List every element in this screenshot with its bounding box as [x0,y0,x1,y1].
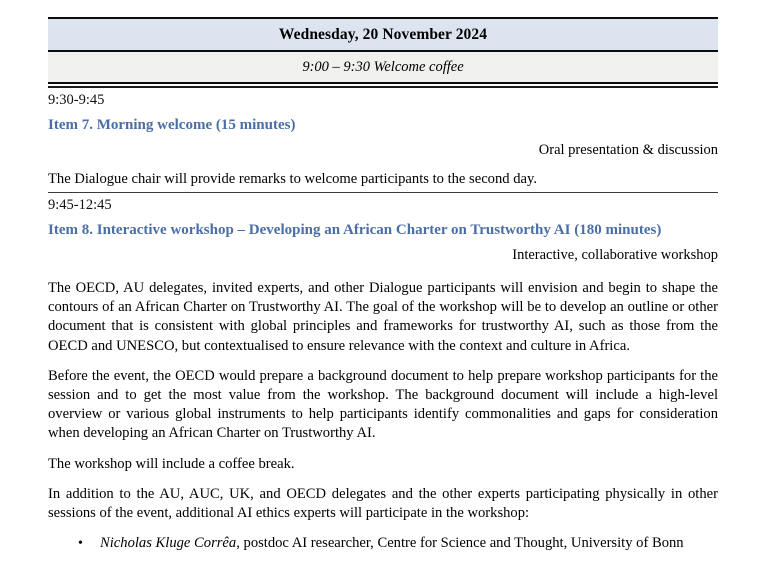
session-block-item7 [48,86,718,189]
expert-name: Nicholas Kluge Corrêa [100,535,237,552]
list-item [78,534,718,553]
table-row-coffee [48,51,718,83]
session-paragraph-item7-1: The Dialogue chair will provide remarks to welcome participants to the second day. [48,171,537,187]
session-format-item8: Interactive, collaborative workshop [512,247,718,263]
spacer [48,161,718,170]
expert-affiliation: , postdoc AI researcher, Centre for Science and Thought, University of Bonn [236,535,684,552]
day-date-heading: Wednesday, 20 November 2024 [48,18,718,51]
session-paragraph-item8-2: Before the event, the OECD would prepare a background document to help prepare workshop participants for the session and to get the most value from the workshop. The background document will include a high-level overview or various global instruments to help participants identify commonalities and gaps for consideration when developing an African Charter on Trustworthy AI. [48,367,718,442]
spacer [48,266,718,279]
session-time-item7: 9:30-9:45 [48,92,105,108]
session-time-item8: 9:45-12:45 [48,197,112,213]
welcome-coffee-row: 9:00 – 9:30 Welcome coffee [48,51,718,83]
day-header-table [48,17,718,84]
bullet-icon: • [78,536,83,552]
session-paragraph-item8-1: The OECD, AU delegates, invited experts, and other Dialogue participants will envision and begin to shape the contours of an African Charter on Trustworthy AI. The goal of the workshop will be to develop an outline or other document that is consistent with global principles and frameworks for trustworthy AI, such as those from the OECD and UNESCO, but contextualised to ensure relevance with the context and culture in Africa. [48,280,718,354]
experts-list [48,534,718,553]
session-heading-item8: Item 8. Interactive workshop – Developing an African Charter on Trustworthy AI (180 minutes) [48,222,662,238]
session-paragraph-item8-4: In addition to the AU, AUC, UK, and OECD delegates and the other experts participating physically in other sessions of the event, additional AI ethics experts will participate in the workshop: [48,485,718,522]
session-paragraph-item8-3: The workshop will include a coffee break. [48,455,295,472]
table-row-date [48,18,718,51]
session-heading-item7: Item 7. Morning welcome (15 minutes) [48,117,296,133]
session-block-item8 [48,192,718,553]
session-format-item7: Oral presentation & discussion [538,142,718,158]
